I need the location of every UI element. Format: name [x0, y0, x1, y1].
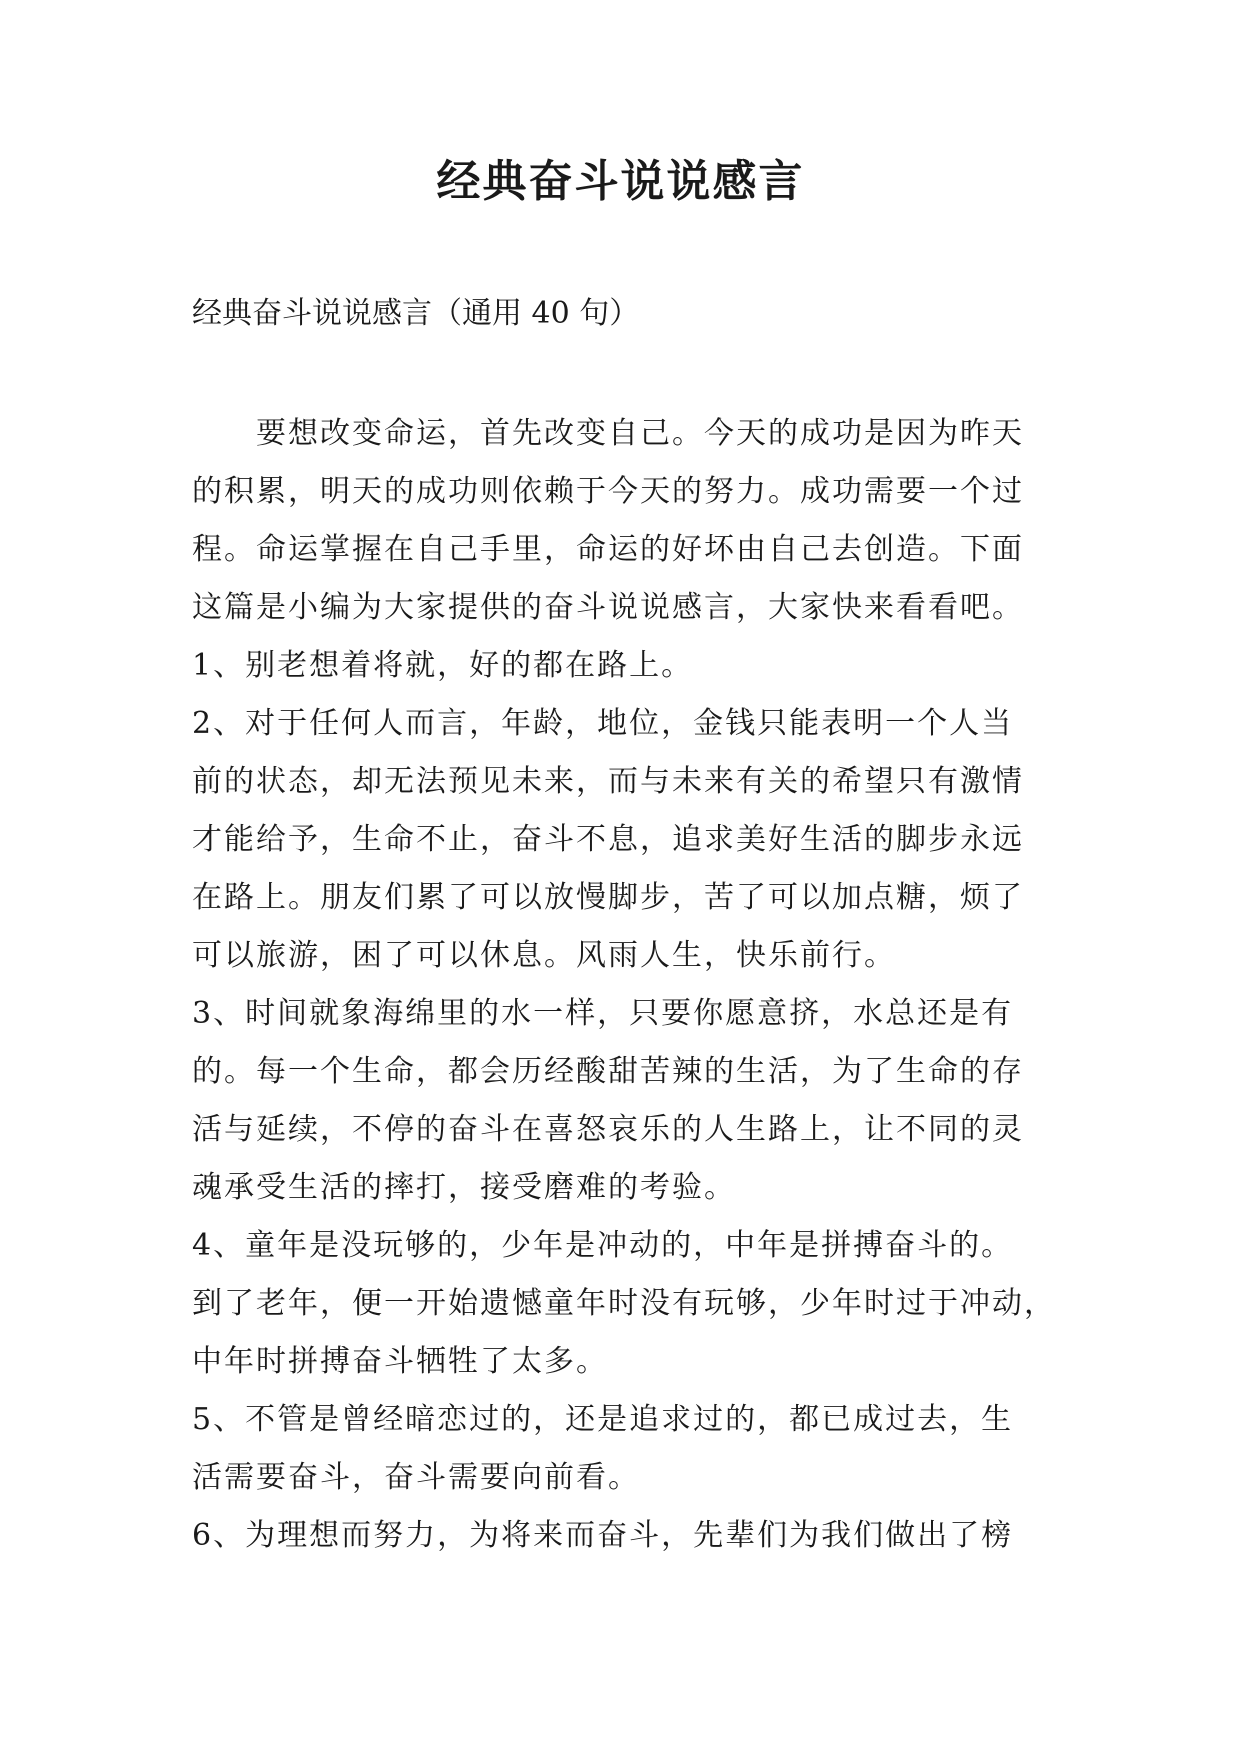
text-line: 在路上。朋友们累了可以放慢脚步，苦了可以加点糖，烦了	[192, 880, 1024, 915]
text-line: 2、对于任何人而言，年龄，地位，金钱只能表明一个人当	[192, 706, 1014, 741]
text-line: 活与延续，不停的奋斗在喜怒哀乐的人生路上，让不同的灵	[192, 1112, 1024, 1147]
text-line: 要想改变命运，首先改变自己。今天的成功是因为昨天	[256, 416, 1024, 451]
text-line: 的积累，明天的成功则依赖于今天的努力。成功需要一个过	[192, 474, 1024, 509]
document-body	[192, 405, 1072, 1565]
text-line: 3、时间就象海绵里的水一样，只要你愿意挤，水总还是有	[192, 996, 1014, 1031]
text-line: 这篇是小编为大家提供的奋斗说说感言，大家快来看看吧。	[192, 590, 1024, 625]
text-line: 4、童年是没玩够的，少年是冲动的，中年是拼搏奋斗的。	[192, 1228, 1014, 1263]
text-line: 中年时拼搏奋斗牺牲了太多。	[192, 1344, 608, 1379]
document-title: 经典奋斗说说感言	[436, 156, 805, 207]
text-line: 魂承受生活的摔打，接受磨难的考验。	[192, 1170, 736, 1205]
text-line: 6、为理想而努力，为将来而奋斗，先辈们为我们做出了榜	[192, 1518, 1014, 1553]
text-line: 程。命运掌握在自己手里，命运的好坏由自己去创造。下面	[192, 532, 1024, 567]
text-line: 5、不管是曾经暗恋过的，还是追求过的，都已成过去，生	[192, 1402, 1014, 1437]
text-line: 活需要奋斗，奋斗需要向前看。	[192, 1460, 640, 1495]
text-line: 才能给予，生命不止，奋斗不息，追求美好生活的脚步永远	[192, 822, 1024, 857]
text-line: 可以旅游，困了可以休息。风雨人生，快乐前行。	[192, 938, 896, 973]
text-line: 前的状态，却无法预见未来，而与未来有关的希望只有激情	[192, 764, 1024, 799]
document-subtitle: 经典奋斗说说感言（通用 40 句）	[192, 296, 640, 331]
text-line: 1、别老想着将就，好的都在路上。	[192, 648, 694, 683]
text-line: 的。每一个生命，都会历经酸甜苦辣的生活，为了生命的存	[192, 1054, 1024, 1089]
text-line: 到了老年，便一开始遗憾童年时没有玩够，少年时过于冲动，	[192, 1286, 1056, 1321]
